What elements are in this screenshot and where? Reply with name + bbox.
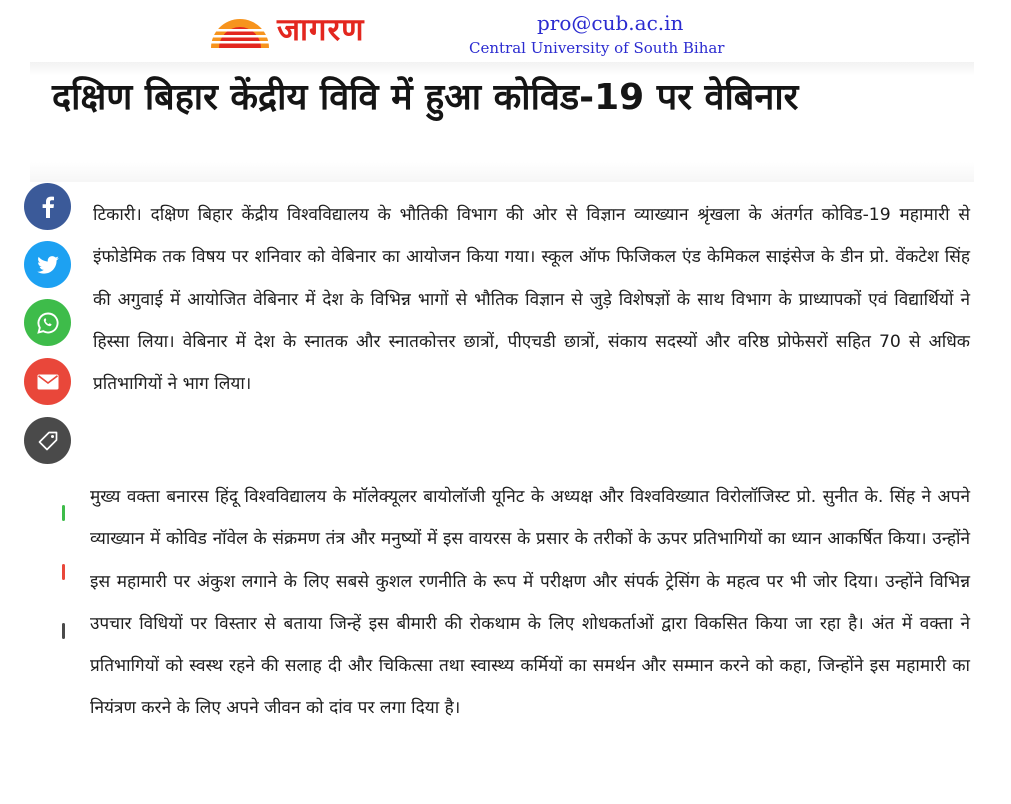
- twitter-share-button[interactable]: [24, 241, 71, 288]
- article-headline: दक्षिण बिहार केंद्रीय विवि में हुआ कोविड-19 पर वेबिनार: [52, 77, 799, 118]
- tag-share-button[interactable]: [24, 417, 71, 464]
- decorative-marks: [58, 505, 70, 645]
- facebook-icon: [39, 196, 57, 218]
- twitter-icon: [37, 256, 59, 274]
- email-share-button[interactable]: [24, 358, 71, 405]
- green-mark: [62, 505, 65, 521]
- dark-mark: [62, 623, 65, 639]
- contact-email[interactable]: pro@cub.ac.in: [537, 11, 684, 35]
- email-icon: [37, 374, 59, 390]
- rising-sun-icon: [207, 14, 273, 48]
- article-paragraph-1: टिकारी। दक्षिण बिहार केंद्रीय विश्वविद्यालय के भौतिकी विभाग की ओर से विज्ञान व्याख्यान श्रृंखला के अंतर्गत कोविड-19 महामारी से इंफोडेमिक तक विषय पर शनिवार को वेबिनार का आयोजन किया गया। स्कूल ऑफ फिजिकल एंड केमिकल साइंसेज के डीन प्रो. वेंकटेश सिंह की अगुवाई में आयोजित वेबिनार में देश के विभिन्न भागों से भौतिक विज्ञान से जुड़े विशेषज्ञों के साथ विभाग के प्राध्यापकों एवं विद्यार्थियों ने हिस्सा लिया। वेबिनार में देश के स्नातक और स्नातकोत्तर छात्रों, पीएचडी छात्रों, संकाय सदस्यों और वरिष्ठ प्रोफेसरों सहित 70 से अधिक प्रतिभागियों ने भाग लिया।: [93, 205, 970, 395]
- red-mark: [62, 564, 65, 580]
- article-paragraph-2: मुख्य वक्ता बनारस हिंदू विश्वविद्यालय के मॉलेक्यूलर बायोलॉजी यूनिट के अध्यक्ष और विश्वविख्यात विरोलॉजिस्ट प्रो. सुनीत के. सिंह ने अपने व्याख्यान में कोविड नॉवेल के संक्रमण तंत्र और मनुष्यों में इस वायरस के प्रसार के तरीकों के ऊपर प्रतिभागियों का ध्यान आकर्षित किया। उन्होंने इस महामारी पर अंकुश लगाने के लिए सबसे कुशल रणनीति के रूप में परीक्षण और संपर्क ट्रेसिंग के महत्व पर भी जोर दिया। उन्होंने विभिन्न उपचार विधियों पर विस्तार से बताया जिन्हें इस बीमारी की रोकथाम के लिए शोधकर्ताओं द्वारा विकसित किया जा रहा है। अंत में वक्ता ने प्रतिभागियों को स्वस्थ रहने की सलाह दी और चिकित्सा तथा स्वास्थ्य कर्मियों का समर्थन और सम्मान करने को कहा, जिन्होंने इस महामारी का नियंत्रण करने के लिए अपने जीवन को दांव पर लगा दिया है।: [90, 487, 970, 719]
- facebook-share-button[interactable]: [24, 183, 71, 230]
- whatsapp-share-button[interactable]: [24, 299, 71, 346]
- jagran-logo[interactable]: [207, 10, 397, 50]
- logo-wordmark: जागरण: [277, 12, 365, 48]
- whatsapp-icon: [36, 311, 60, 335]
- contact-organization: Central University of South Bihar: [469, 39, 725, 57]
- tag-icon: [37, 430, 59, 452]
